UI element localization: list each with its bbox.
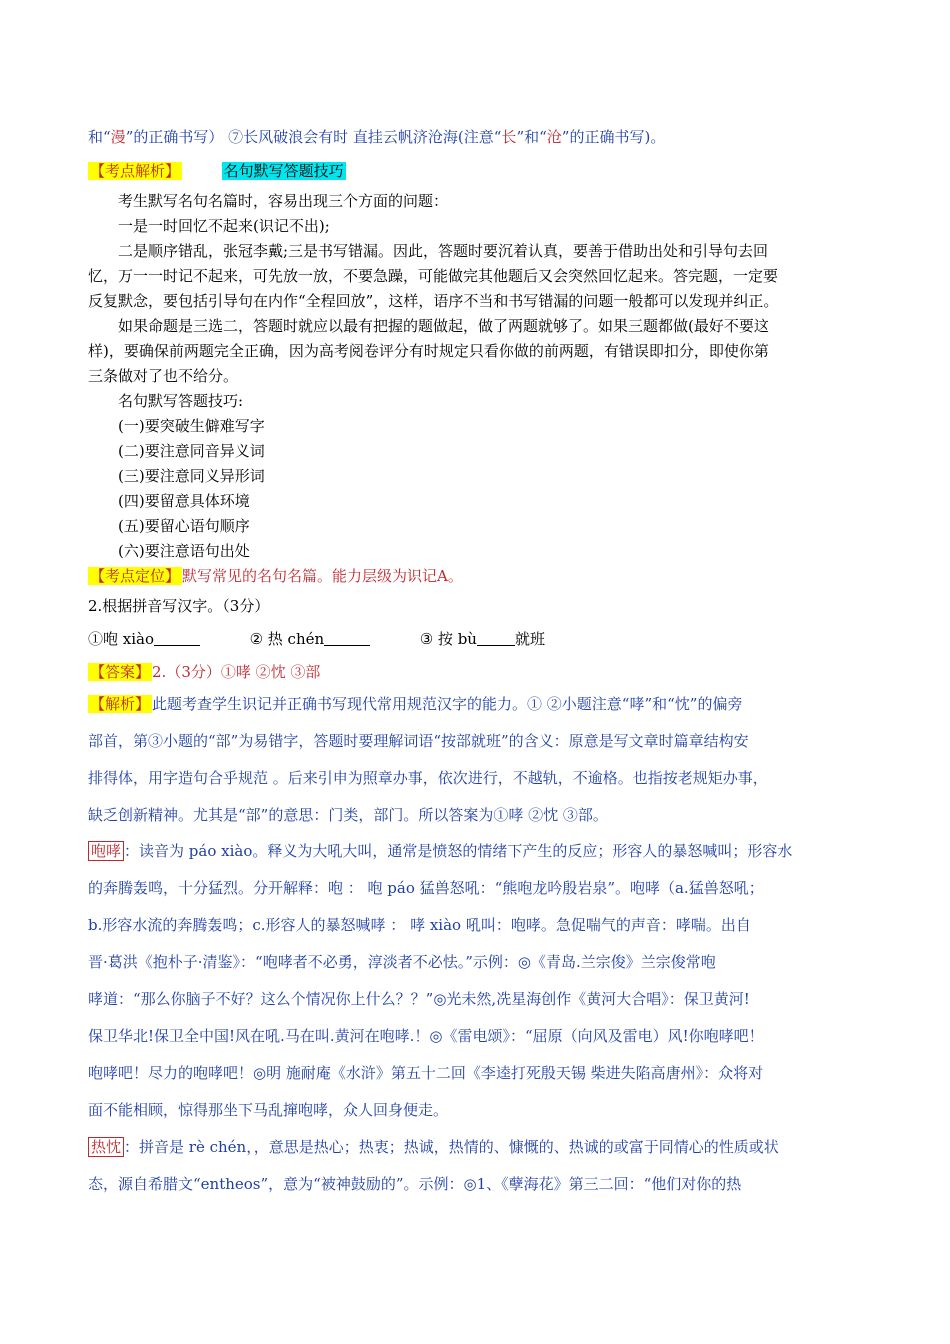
body-paragraph: 二是顺序错乱，张冠李戴;三是书写错漏。因此，答题时要沉着认真，要善于借助出处和引导句去回 — [118, 242, 769, 260]
word-note-line: 哮道：“那么你脑子不好？这么个情况你上什么？？”◎光未然,冼星海创作《黄河大合唱》：保卫黄河! — [88, 990, 750, 1008]
word-note-line: 晋·葛洪《抱朴子·清鉴》：“咆哮者不必勇，淳淡者不必怯。”示例：◎《青岛.兰宗俊》兰宗俊常咆 — [88, 953, 716, 971]
body-paragraph: 如果命题是三选二，答题时就应以最有把握的题做起，做了两题就够了。如果三题都做(最好不要这 — [118, 317, 769, 335]
answer-blank[interactable] — [477, 631, 515, 646]
section-heading-analysis — [88, 161, 868, 181]
word-note-line: 热忱 ：拼音是 rè chén，，意思是热心；热衷；热诚，热情的、慷慨的、热诚的或富于同情心的性质或状 — [88, 1137, 868, 1157]
tip-item: (三)要注意同义异形词 — [118, 467, 265, 485]
location-text: 默写常见的名句名篇。能力层级为识记A。 — [182, 567, 463, 585]
analysis-tag: 【考点解析】 — [90, 162, 181, 180]
word-note-line: 咆哮 ：读音为 páo xiào。释义为大吼大叫，通常是愤怒的情绪下产生的反应；形容人的暴怒喊叫；形容水 — [88, 841, 868, 861]
explanation-line: 部首，第③小题的“部”为易错字，答题时要理解词语“按部就班”的含义：原意是写文章时篇章结构安 — [88, 732, 749, 750]
analysis-title: 名句默写答题技巧 — [223, 162, 344, 180]
word-note-line: 态，源自希腊文“entheos”，意为“被神鼓励的”。示例：◎1、《孽海花》第三二回：“他们对你的热 — [88, 1175, 742, 1193]
answer-tag: 【答案】 — [90, 663, 151, 681]
word-note-line: 的奔腾轰鸣，十分猛烈。分开解释：咆 ： 咆 páo 猛兽怒吼：“熊咆龙吟殷岩泉”。咆哮（a.猛兽怒吼； — [88, 879, 764, 897]
section-heading-location — [88, 566, 868, 586]
word-box-rechen: 热忱 — [88, 1137, 124, 1157]
question-2-title: 2.根据拼音写汉字。（3分） — [88, 597, 270, 615]
word-note-line: 咆哮吧！尽力的咆哮吧！◎明 施耐庵《水浒》第五十二回《李逵打死殷天锡 柴进失陷高唐州》：众将对 — [88, 1064, 764, 1082]
body-paragraph: 反复默念，要包括引导句在内作“全程回放”，这样，语序不当和书写错漏的问题一般都可以发现并纠正。 — [88, 292, 779, 310]
location-tag: 【考点定位】 — [90, 567, 181, 585]
answer-text: 2.（3分）①哮 ②忱 ③部 — [152, 663, 321, 681]
tip-item: (一)要突破生僻难写字 — [118, 417, 265, 435]
explanation-line: 【解析】 此题考查学生识记并正确书写现代常用规范汉字的能力。① ②小题注意“哮”和“忱”的偏旁 — [90, 695, 743, 713]
tip-item: (六)要注意语句出处 — [118, 542, 250, 560]
word-note-line: b.形容水流的奔腾轰鸣；c.形容人的暴怒喊哮 ： 哮 xiào 吼叫：咆哮。急促喘气的声音：哮喘。出自 — [88, 916, 751, 934]
body-paragraph: 一是一时回忆不起来(识记不出); — [118, 217, 330, 235]
explanation-line: 排得体，用字造句合乎规范 。后来引申为照章办事，依次进行，不越轨，不逾格。也指按老规矩办事， — [88, 769, 768, 787]
body-paragraph: 样)，要确保前两题完全正确，因为高考阅卷评分有时规定只看你做的前两题，有错误即扣分，即使你第 — [88, 342, 769, 360]
word-note-line: 面不能相顾，惊得那坐下马乱撺咆哮，众人回身便走。 — [88, 1101, 449, 1119]
answer-blank[interactable] — [154, 631, 200, 646]
explanation-tag: 【解析】 — [90, 695, 151, 713]
question-2-items: ①咆 xiào ② 热 chén ③ 按 bù 就班 — [88, 630, 545, 648]
body-paragraph: 忆，万一一时记不起来，可先放一放，不要急躁，可能做完其他题后又会突然回忆起来。答完题，一定要 — [88, 267, 779, 285]
body-paragraph: 考生默写名句名篇时，容易出现三个方面的问题： — [118, 192, 449, 210]
tip-item: (四)要留意具体环境 — [118, 492, 250, 510]
explanation-line: 缺乏创新精神。尤其是“部”的意思：门类，部门。所以答案为①哮 ②忱 ③部。 — [88, 806, 608, 824]
word-note-line: 保卫华北!保卫全中国!风在吼.马在叫.黄河在咆哮.！◎《雷电颂》：“屈原（向风及雷电）风!你咆哮吧！ — [88, 1027, 764, 1045]
word-box-paoxiao: 咆哮 — [88, 841, 124, 861]
tip-item: (五)要留心语句顺序 — [118, 517, 250, 535]
answer-blank[interactable] — [324, 631, 370, 646]
body-paragraph: 三条做对了也不给分。 — [88, 367, 239, 385]
tip-item: (二)要注意同音异义词 — [118, 442, 265, 460]
tips-heading: 名句默写答题技巧: — [118, 392, 244, 410]
carryover-line: 和“漫”的正确书写） ⑦长风破浪会有时 直挂云帆济沧海(注意“长”和“沧”的正确书写)。 — [88, 128, 666, 146]
answer-line — [88, 662, 868, 682]
